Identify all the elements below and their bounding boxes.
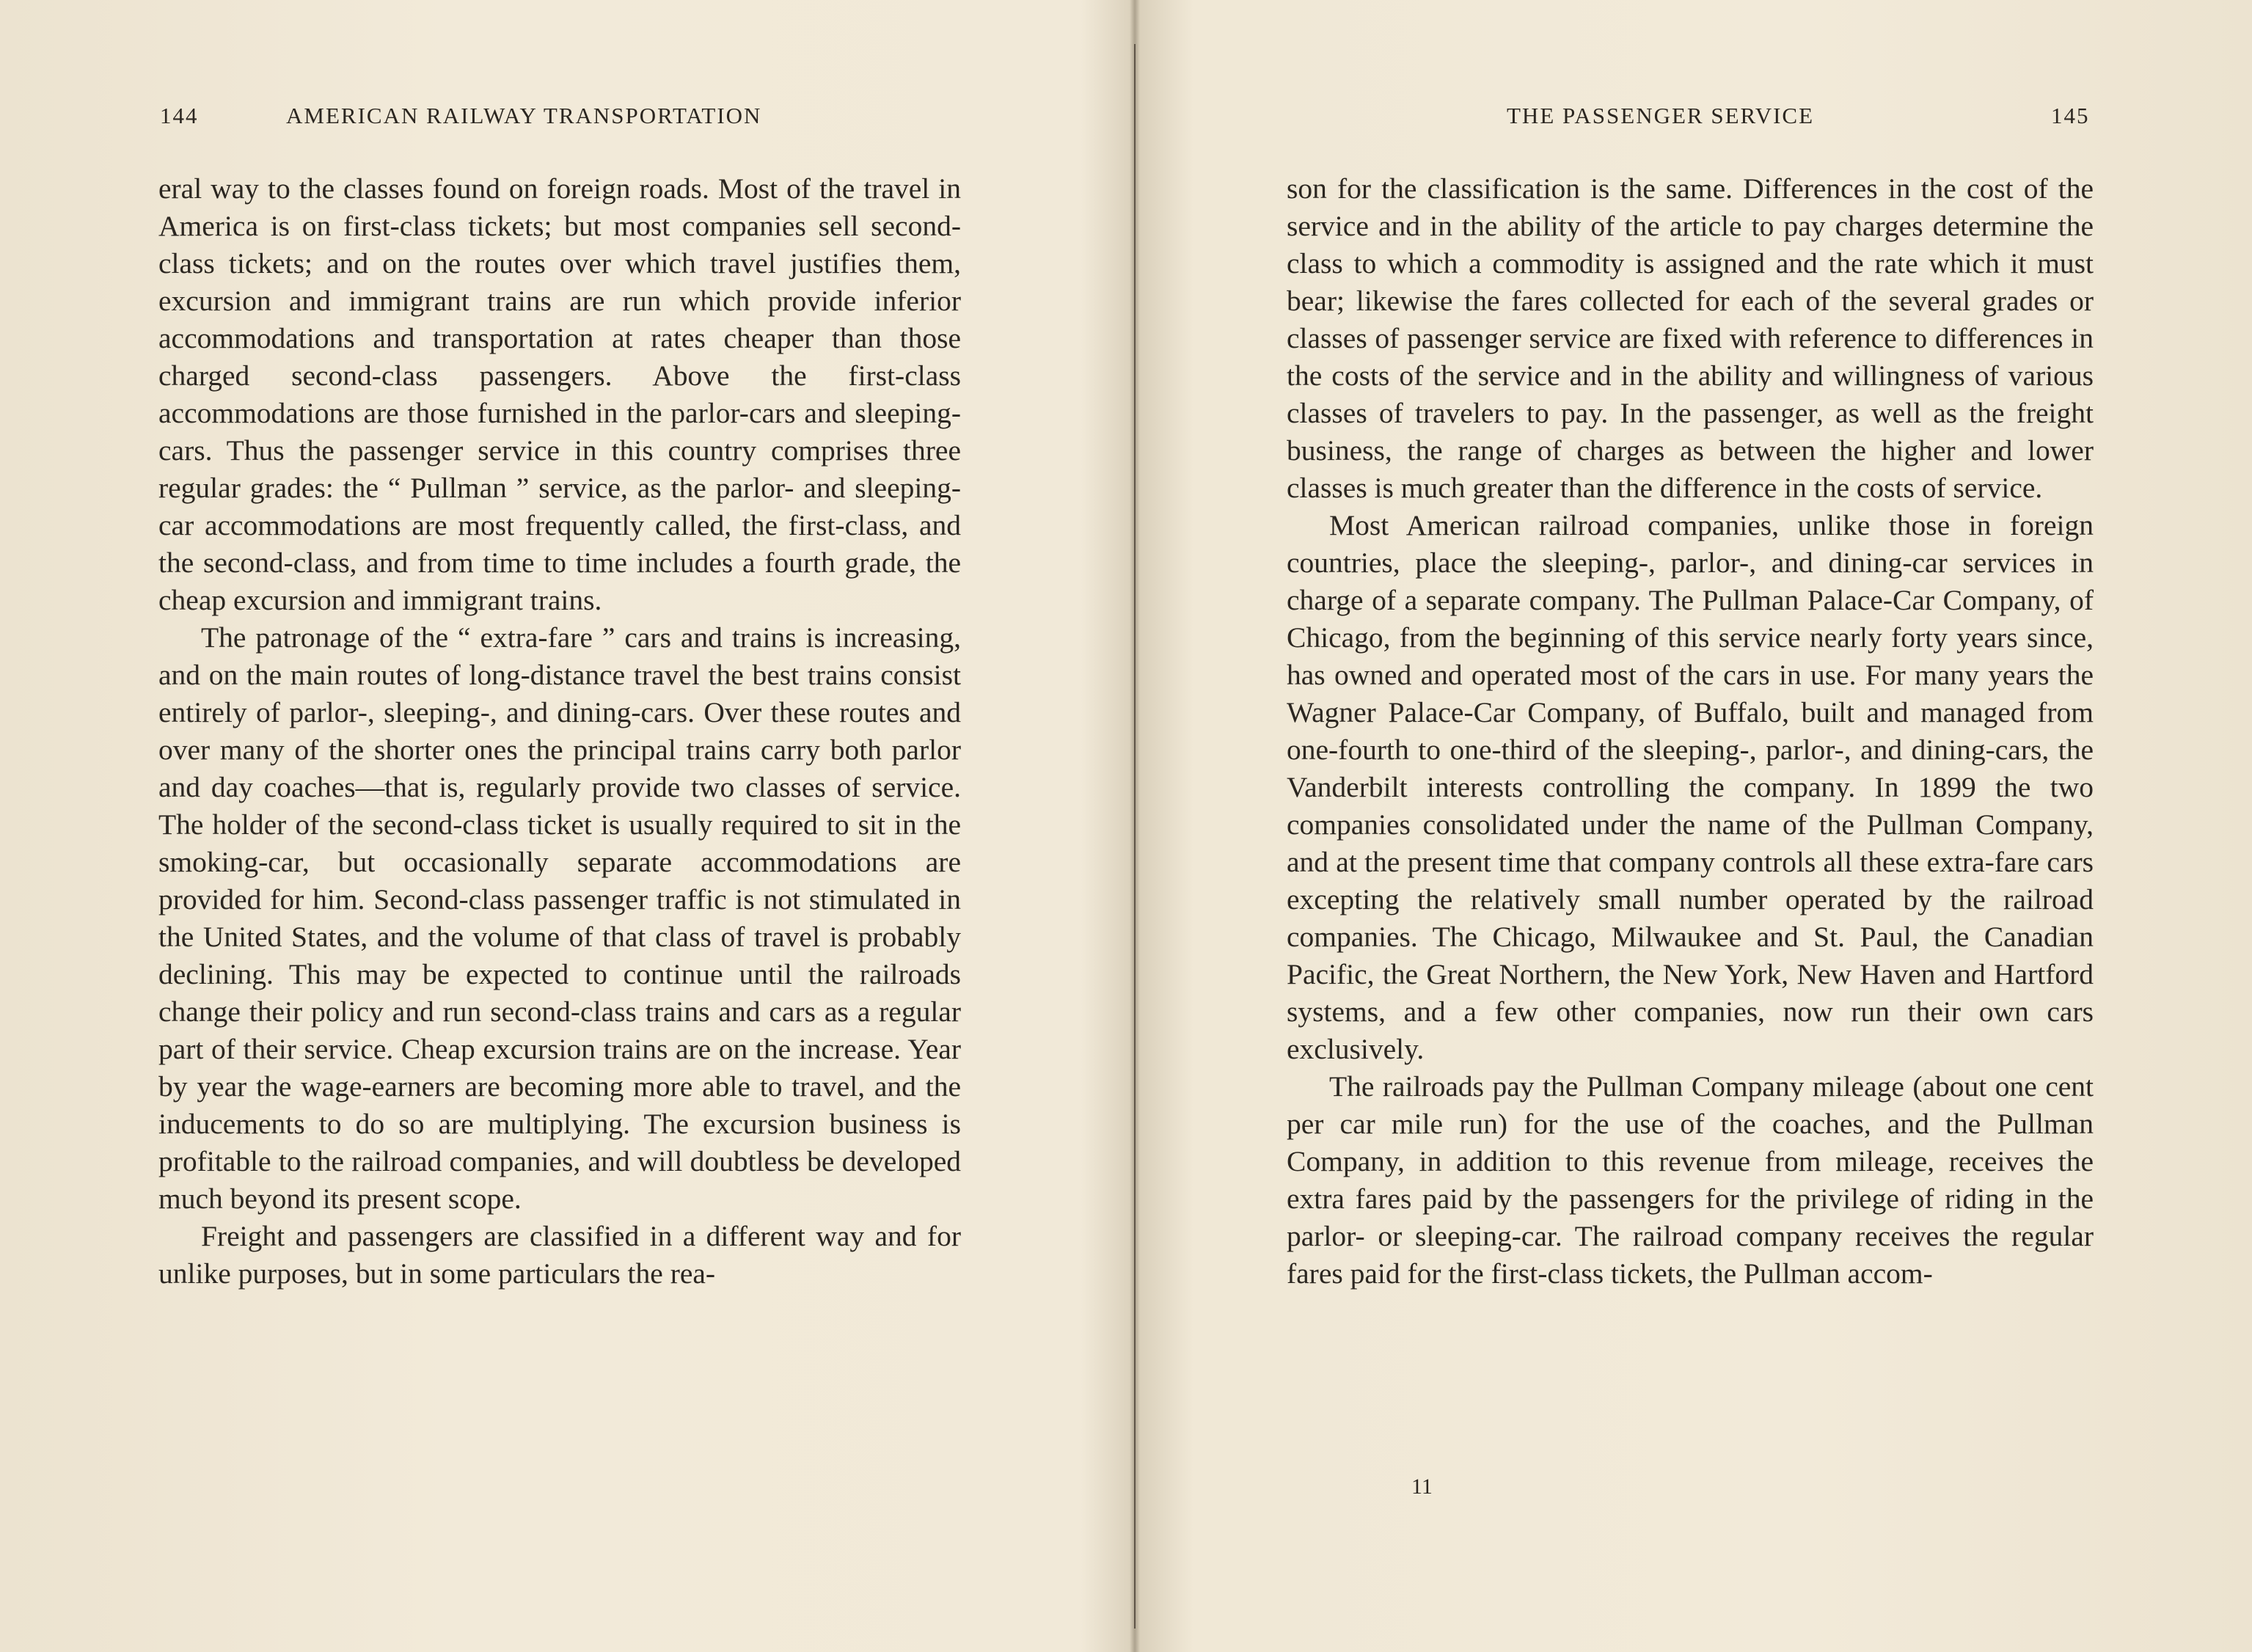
signature-mark: 11 [1411, 1474, 1433, 1499]
right-running-title: THE PASSENGER SERVICE [1507, 103, 1815, 128]
right-paragraph-1: son for the classification is the same. Differences in the cost of the service and in the ability of the article to pay charges determine the class to which a commodity is assigned and the rate which it must bear; likewise the fares collected for each of the several grades or classes of passenger service are fixed with reference to differences in the costs of the service and in the ability and willingness of various classes of travelers to pay. In the passenger, as well as the freight business, the range of charges as between the higher and lower classes is much greater than the difference in the costs of service. [1287, 172, 2094, 504]
right-page [1140, 0, 2252, 1652]
left-running-title: AMERICAN RAILWAY TRANSPORTATION [286, 103, 762, 128]
right-page-number: 145 [2051, 103, 2090, 128]
right-paragraph-2: Most American railroad companies, unlike those in foreign countries, place the sleeping-, parlor-, and dining-car services in charge of a separate company. The Pullman Palace-Car Company, of Chicago, from the beginning of this service nearly forty years since, has owned and operated most of the cars in use. For many years the Wagner Palace-Car Company, of Buffalo, built and managed from one-fourth to one-third of the sleeping-, parlor-, and dining-cars, the Vanderbilt interests controlling the company. In 1899 the two companies consolidated under the name of the Pullman Company, and at the present time that company controls all these extra-fare cars excepting the relatively small number operated by the railroad companies. The Chicago, Milwaukee and St. Paul, the Canadian Pacific, the Great Northern, the New York, New Haven and Hartford systems, and a few other companies, now run their own cars exclusively. [1287, 509, 2094, 1065]
right-paragraph-3: The railroads pay the Pullman Company mileage (about one cent per car mile run) for the use of the coaches, and the Pullman Company, in addition to this revenue from mileage, receives the extra fares paid by the passengers for the privilege of riding in the parlor- or sleeping-car. The railroad company receives the regular fares paid for the first-class tickets, the Pullman accom- [1287, 1070, 2094, 1290]
right-page-body [1287, 170, 2094, 1293]
left-paragraph-3: Freight and passengers are classified in a different way and for unlike purposes, but in some particulars the rea- [158, 1220, 961, 1290]
left-page-number: 144 [160, 103, 199, 128]
left-paragraph-2: The patronage of the “ extra-fare ” cars and trains is increasing, and on the main routes of long-distance travel the best trains consist entirely of parlor-, sleeping-, and dining-cars. Over these routes and over many of the shorter ones the principal trains carry both parlor and day coaches—that is, regularly provide two classes of service. The holder of the second-class ticket is usually required to sit in the smoking-car, but occasionally separate accommodations are provided for him. Second-class passenger traffic is not stimulated in the United States, and the volume of that class of travel is probably declining. This may be expected to continue until the railroads change their policy and run second-class trains and cars as a regular part of their service. Cheap excursion trains are on the increase. Year by year the wage-earners are becoming more able to travel, and the inducements to do so are multiplying. The excursion business is profitable to the railroad companies, and will doubtless be developed much beyond its present scope. [158, 621, 961, 1215]
binding-edge [1134, 44, 1136, 1629]
left-page-body [158, 170, 961, 1293]
left-paragraph-1: eral way to the classes found on foreign roads. Most of the travel in America is on first-class tickets; but most companies sell second-class tickets; and on the routes over which travel justifies them, excursion and immigrant trains are run which provide inferior accommodations and transportation at rates cheaper than those charged second-class passengers. Above the first-class accommodations are those furnished in the parlor-cars and sleeping-cars. Thus the passenger service in this country comprises three regular grades: the “ Pullman ” service, as the parlor- and sleeping-car accommodations are most frequently called, the first-class, and the second-class, and from time to time includes a fourth grade, the cheap excursion and immigrant trains. [158, 172, 961, 616]
